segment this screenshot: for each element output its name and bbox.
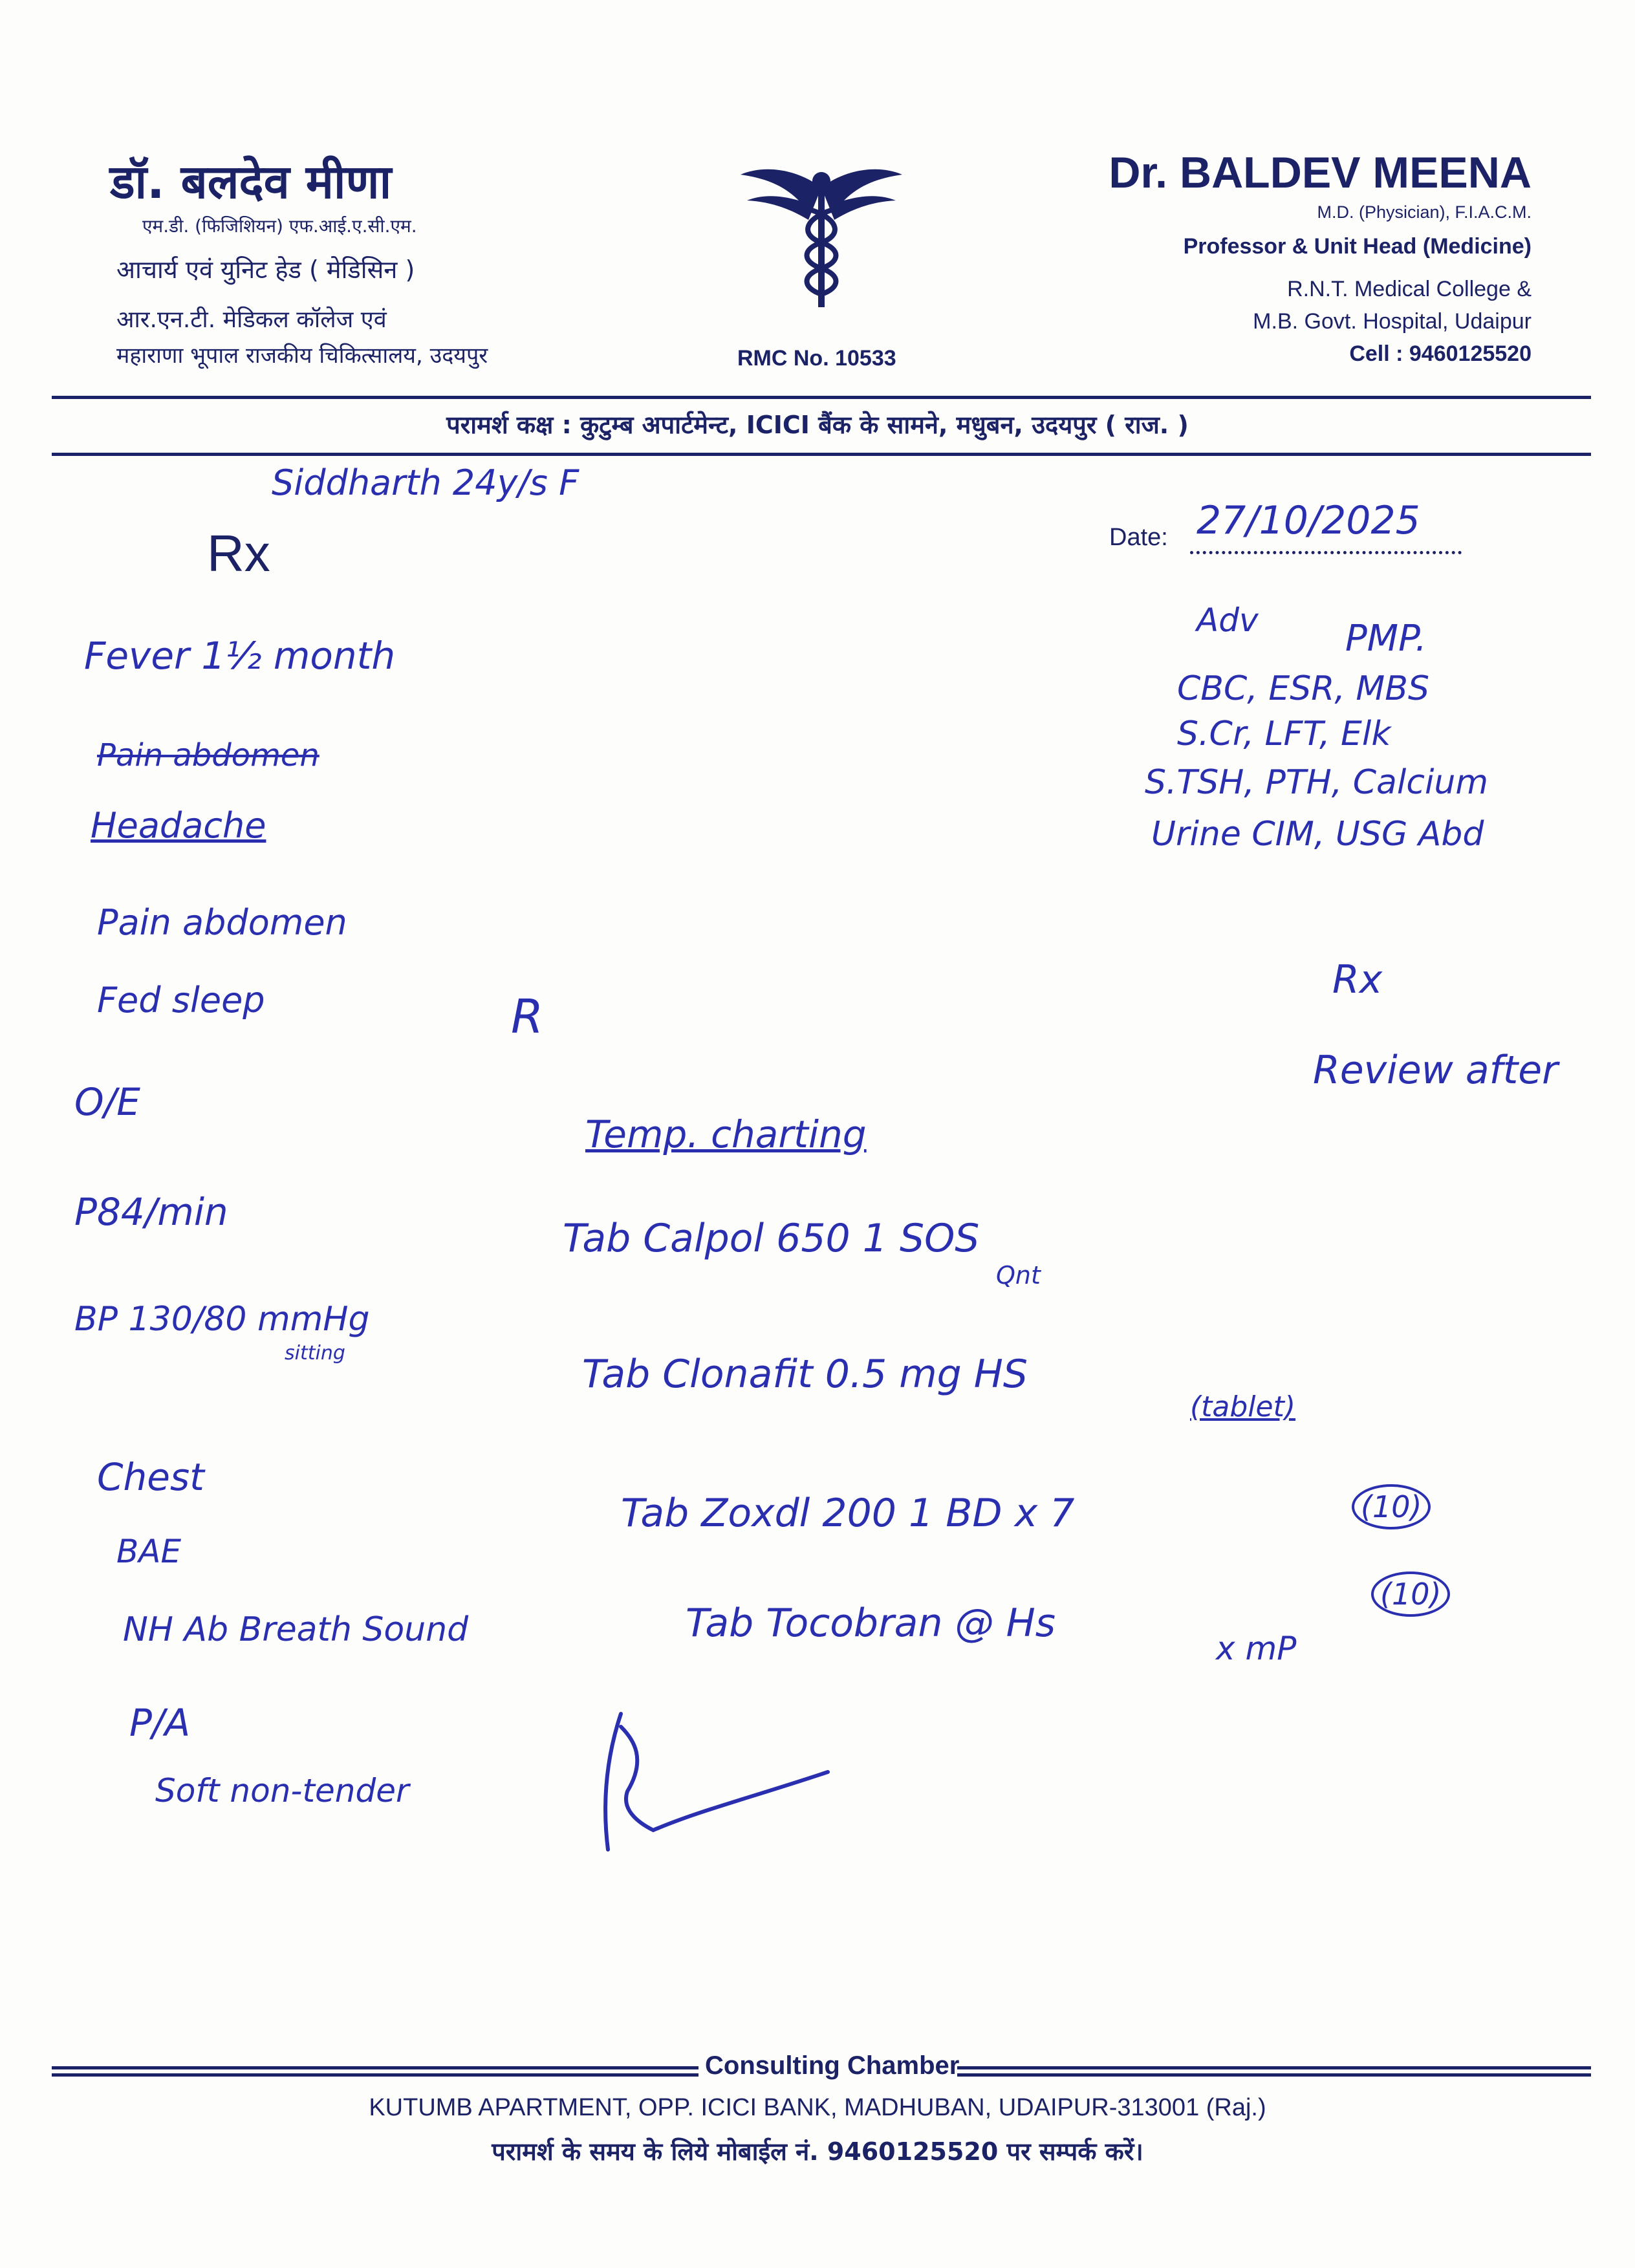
- exam-bae: BAE: [116, 1533, 182, 1570]
- exam-chest: Chest: [97, 1455, 204, 1499]
- caduceus-icon: [737, 149, 905, 317]
- complaint-sleep: Fed sleep: [97, 980, 265, 1021]
- date-label: Date:: [1109, 524, 1168, 551]
- investigation-line-2: S.Cr, LFT, Elk: [1177, 715, 1391, 753]
- footer-rule-left: [52, 2066, 698, 2077]
- date-dotted-line: [1190, 551, 1462, 554]
- consult-address: परामर्श कक्ष : कुटुम्ब अपार्टमेन्ट, ICICI बैंक के सामने, मधुबन, उदयपुर ( राज. ): [446, 411, 1189, 439]
- investigations-label: Adv: [1196, 601, 1259, 639]
- medicine-tocobran-note: x mP: [1216, 1630, 1297, 1667]
- signature-mark: [582, 1701, 854, 1863]
- medicine-tocobran-qty: (10): [1371, 1571, 1450, 1617]
- doctor-designation: Professor & Unit Head (Medicine): [1183, 234, 1532, 259]
- medicine-clonafit-note: (tablet): [1190, 1390, 1296, 1423]
- followup-rx: Rx: [1332, 957, 1383, 1002]
- hindi-college-line2: महाराणा भूपाल राजकीय चिकित्सालय, उदयपुर: [116, 343, 488, 369]
- patient-name: Siddharth 24y/s F: [272, 462, 579, 503]
- rx-symbol: Rx: [207, 524, 270, 582]
- rmc-number: RMC No. 10533: [737, 346, 896, 371]
- medicine-calpol: Tab Calpol 650 1 SOS: [563, 1216, 980, 1261]
- header-rule-bottom: [52, 453, 1591, 456]
- hindi-designation: आचार्य एवं युनिट हेड ( मेडिसिन ): [116, 255, 415, 284]
- footer-rule-right: [957, 2066, 1591, 2077]
- complaint-fever: Fever 1½ month: [84, 634, 396, 678]
- exam-pa: P/A: [129, 1701, 191, 1745]
- exam-pulse: P84/min: [74, 1190, 228, 1234]
- hindi-qualification: एम.डी. (फिजिशियन) एफ.आई.ए.सी.एम.: [142, 215, 417, 237]
- investigation-line-3: S.TSH, PTH, Calcium: [1145, 763, 1489, 802]
- exam-bp-note: sitting: [285, 1342, 345, 1365]
- doctor-qualification: M.D. (Physician), F.I.A.C.M.: [1317, 202, 1532, 222]
- rx-symbol-2: R: [511, 989, 544, 1044]
- doctor-college-line2: M.B. Govt. Hospital, Udaipur: [1253, 309, 1532, 334]
- medicine-zoxdl-qty: (10): [1352, 1484, 1431, 1529]
- doctor-name: Dr. BALDEV MEENA: [1109, 148, 1532, 197]
- exam-pa-finding: Soft non-tender: [155, 1772, 409, 1809]
- investigation-line-1: CBC, ESR, MBS: [1177, 669, 1429, 708]
- investigations-heading: PMP.: [1345, 618, 1427, 660]
- complaint-headache: Headache: [91, 805, 266, 846]
- medicine-temp-charting: Temp. charting: [585, 1112, 867, 1156]
- doctor-college-line1: R.N.T. Medical College &: [1287, 277, 1532, 301]
- footer-chamber-label: Consulting Chamber: [705, 2051, 960, 2080]
- header-rule-top: [52, 396, 1591, 399]
- hindi-college-line1: आर.एन.टी. मेडिकल कॉलेज एवं: [116, 307, 387, 333]
- complaint-struck: Pain abdomen: [97, 737, 319, 773]
- doctor-cell: Cell : 9460125520: [1349, 341, 1532, 366]
- medicine-calpol-note: Qnt: [996, 1261, 1041, 1290]
- medicine-tocobran: Tab Tocobran @ Hs: [686, 1601, 1056, 1646]
- exam-breath-sound: NH Ab Breath Sound: [123, 1610, 469, 1649]
- medicine-zoxdl: Tab Zoxdl 200 1 BD x 7: [621, 1491, 1075, 1536]
- exam-oe: O/E: [74, 1080, 140, 1124]
- date-value: 27/10/2025: [1196, 498, 1420, 543]
- footer-address: KUTUMB APARTMENT, OPP. ICICI BANK, MADHUBAN, UDAIPUR-313001 (Raj.): [369, 2094, 1266, 2121]
- hindi-doctor-name: डॉ. बलदेव मीणा: [110, 155, 392, 209]
- medicine-clonafit: Tab Clonafit 0.5 mg HS: [582, 1352, 1028, 1397]
- exam-bp: BP 130/80 mmHg: [74, 1300, 370, 1339]
- followup-review: Review after: [1313, 1048, 1558, 1093]
- complaint-pain-abdomen: Pain abdomen: [97, 902, 347, 943]
- footer-contact: परामर्श के समय के लिये मोबाईल नं. 9460125520 पर सम्पर्क करें।: [492, 2137, 1143, 2166]
- investigation-line-4: Urine CIM, USG Abd: [1151, 815, 1484, 854]
